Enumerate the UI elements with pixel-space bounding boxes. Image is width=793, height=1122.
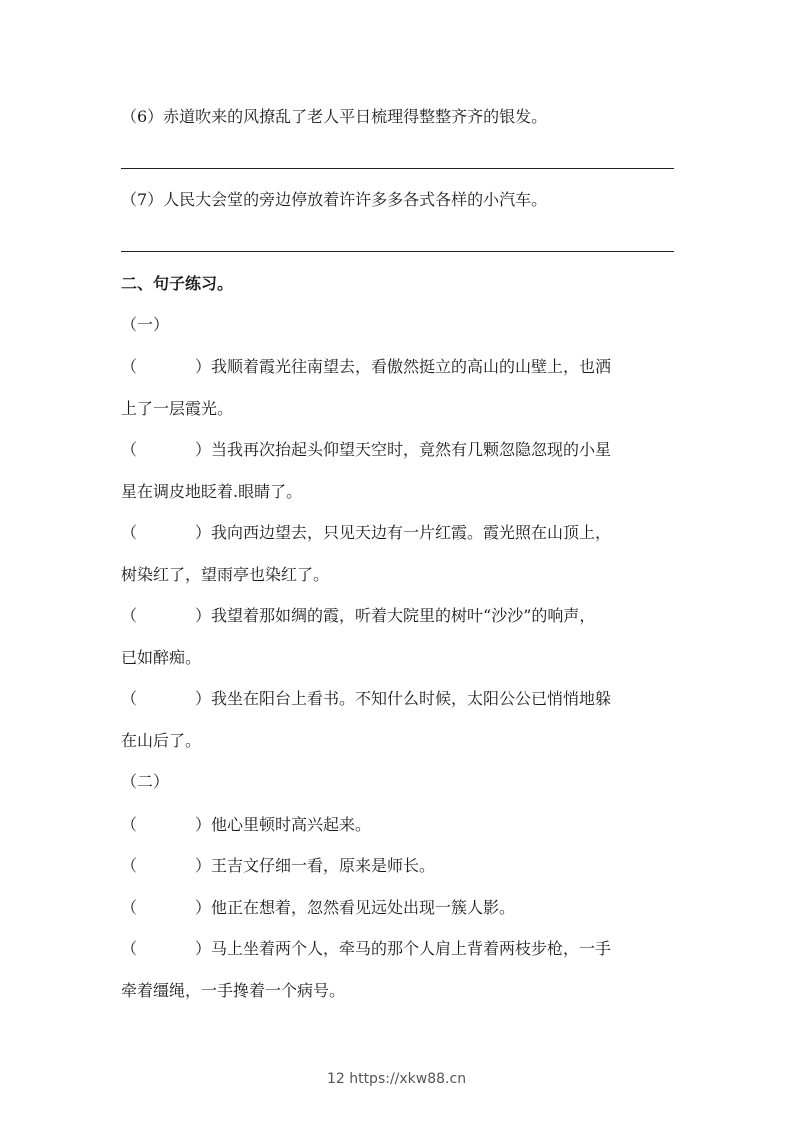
group1-item-5: [121, 689, 611, 709]
group1-item-4-cont: 已如醉痴。: [121, 648, 202, 667]
group2-label: （二）: [121, 772, 170, 791]
group2-item-4: [121, 939, 611, 959]
group2-item-2: [121, 856, 435, 876]
open-paren: （: [121, 856, 138, 875]
item-text: 我望着那如绸的霞，听着大院里的树叶“沙沙”的响声，: [211, 606, 596, 625]
group2-item-1: [121, 815, 371, 835]
sentence-6: （6）赤道吹来的风撩乱了老人平日梳理得整整齐齐的银发。: [121, 107, 548, 126]
group1-item-2-cont: 星在调皮地眨着.眼睛了。: [121, 482, 303, 501]
group1-item-3-cont: 树染红了，望雨亭也染红了。: [121, 565, 330, 584]
item-text: 我坐在阳台上看书。不知什么时候，太阳公公已悄悄地躲: [211, 689, 612, 708]
answer-line-6: [121, 168, 674, 169]
open-paren: （: [121, 898, 138, 917]
group1-label: （一）: [121, 315, 170, 334]
page-footer: 12 https://xkw88.cn: [326, 1071, 467, 1087]
open-paren: （: [121, 440, 138, 459]
close-paren: ）: [195, 357, 212, 376]
close-paren: ）: [195, 939, 212, 958]
answer-line-7: [121, 251, 674, 252]
item-text: 马上坐着两个人，牵马的那个人肩上背着两枝步枪，一手: [211, 939, 612, 958]
close-paren: ）: [195, 606, 212, 625]
open-paren: （: [121, 815, 138, 834]
group2-item-3: [121, 898, 515, 918]
group1-item-2: [121, 440, 611, 460]
group1-item-4: [121, 606, 595, 626]
open-paren: （: [121, 689, 138, 708]
item-text: 王吉文仔细一看，原来是师长。: [211, 856, 436, 875]
close-paren: ）: [195, 898, 212, 917]
sentence-7: （7）人民大会堂的旁边停放着许许多多各式各样的小汽车。: [121, 190, 548, 209]
open-paren: （: [121, 939, 138, 958]
close-paren: ）: [195, 856, 212, 875]
open-paren: （: [121, 606, 138, 625]
group1-item-1: [121, 357, 611, 377]
item-text: 我向西边望去，只见天边有一片红霞。霞光照在山顶上，: [211, 523, 612, 542]
close-paren: ）: [195, 440, 212, 459]
section-title: 二、句子练习。: [121, 274, 234, 293]
item-text: 他正在想着，忽然看见远处出现一簇人影。: [211, 898, 516, 917]
group1-item-3: [121, 523, 611, 543]
group1-item-5-cont: 在山后了。: [121, 731, 202, 750]
item-text: 当我再次抬起头仰望天空时，竟然有几颗忽隐忽现的小星: [211, 440, 612, 459]
open-paren: （: [121, 523, 138, 542]
item-text: 我顺着霞光往南望去，看傲然挺立的高山的山壁上，也洒: [211, 357, 612, 376]
group1-item-1-cont: 上了一层霞光。: [121, 399, 234, 418]
close-paren: ）: [195, 815, 212, 834]
close-paren: ）: [195, 689, 212, 708]
item-text: 他心里顿时高兴起来。: [211, 815, 372, 834]
close-paren: ）: [195, 523, 212, 542]
group2-item-4-cont: 牵着缰绳，一手搀着一个病号。: [121, 981, 346, 1000]
open-paren: （: [121, 357, 138, 376]
